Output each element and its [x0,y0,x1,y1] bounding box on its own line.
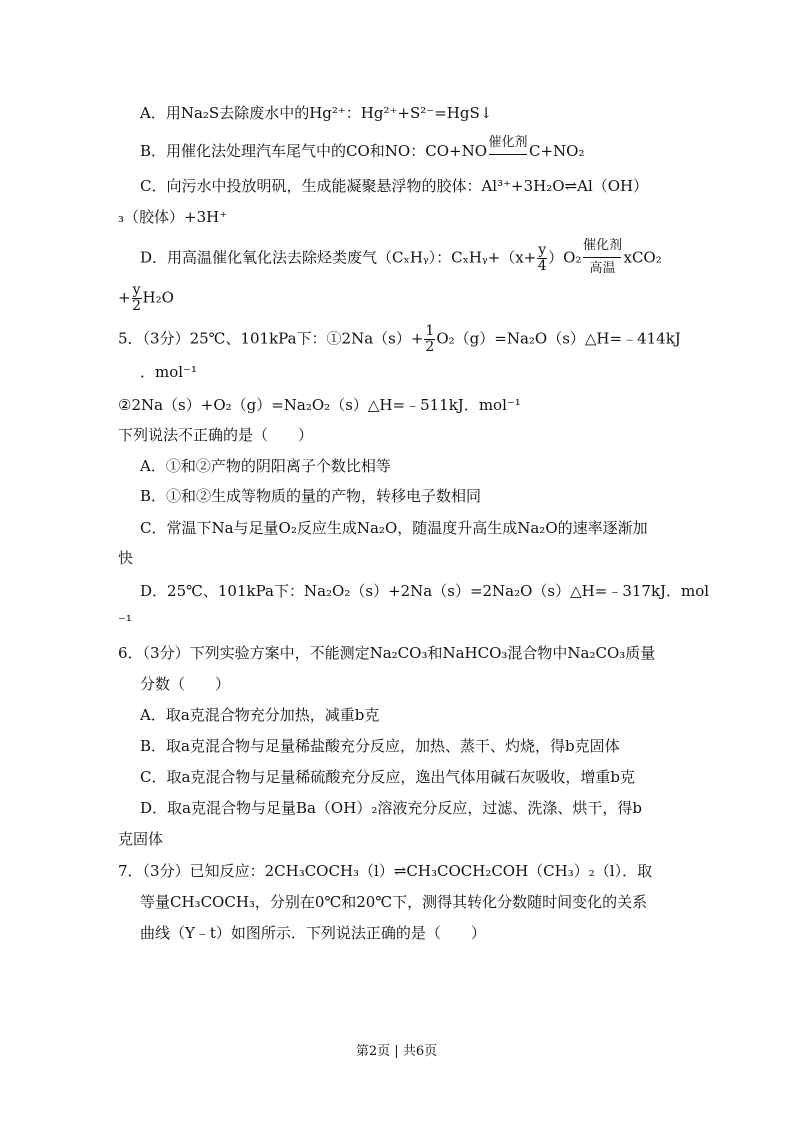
option-5a: A．①和②产物的阴阳离子个数比相等 [140,457,391,475]
option-5b: B．①和②生成等物质的量的产物，转移电子数相同 [140,487,482,505]
option-5c-cont: 快 [118,549,134,567]
fraction-y-4: $\frac{y}{4}$ [537,242,547,274]
option-6b: B．取a克混合物与足量稀盐酸充分反应，加热、蒸干、灼烧，得b克固体 [140,737,620,755]
question-5-stem: 下列说法不正确的是（ ） [118,426,314,444]
question-5-unit: ．mol⁻¹ [140,363,197,381]
catalyst-heat-arrow: 催化剂 高温 [582,238,622,276]
option-4c-cont: ₃（胶体）+3H⁺ [118,208,228,226]
option-5c: C．常温下Na与足量O₂反应生成Na₂O，随温度升高生成Na₂O的速率逐渐加 [140,519,648,537]
fraction-y-2: $\frac{y}{2}$ [132,282,141,314]
option-6c: C．取a克混合物与足量稀硫酸充分反应，逸出气体用碱石灰吸收，增重b克 [140,768,636,786]
fraction-1-2: $\frac{1}{2}$ [425,323,435,355]
option-5d: D．25℃、101kPa下：Na₂O₂（s）+2Na（s）=2Na₂O（s）△H=﹣317kJ．mol [140,582,710,600]
option-4d-cont: + $\frac{y}{2}$ H₂O [118,282,174,314]
question-6: 6．（3分）下列实验方案中，不能测定Na₂CO₃和NaHCO₃混合物中Na₂CO₃质量 [118,644,656,662]
option-4a: A．用Na₂S去除废水中的Hg²⁺：Hg²⁺+S²⁻=HgS↓ [140,104,493,122]
question-7-cont1: 等量CH₃COCH₃，分别在0℃和20℃下，测得其转化分数随时间变化的关系 [140,893,648,911]
option-6a: A．取a克混合物充分加热，减重b克 [140,706,380,724]
question-5: 5．（3分）25℃、101kPa下：①2Na（s）+ $\frac{1}{2}$ O₂（g）=Na₂O（s）△H=﹣414kJ [118,323,681,355]
catalyst-arrow: 催化剂 [487,140,529,162]
option-4b: B．用催化法处理汽车尾气中的CO和NO：CO+NO 催化剂 C+NO₂ [140,135,585,160]
question-7: 7．（3分）已知反应：2CH₃COCH₃（l）⇌CH₃COCH₂COH（CH₃）₂（l）．取 [118,862,653,880]
question-5-eq2: ②2Na（s）+O₂（g）=Na₂O₂（s）△H=﹣511kJ．mol⁻¹ [118,396,521,414]
page-footer: 第2页 | 共6页 [355,1044,438,1059]
question-7-cont2: 曲线（Y﹣t）如图所示．下列说法正确的是（ ） [140,924,486,942]
option-5d-cont: ⁻¹ [118,612,132,630]
option-4d: D．用高温催化氧化法去除烃类废气（CₓHᵧ）：CₓHᵧ+（x+ $\frac{y}{4}$ ）O₂ 催化剂 高温 xCO₂ [140,238,662,276]
option-4c: C．向污水中投放明矾，生成能凝聚悬浮物的胶体：Al³⁺+3H₂O⇌Al（OH） [140,177,649,195]
question-6-cont: 分数（ ） [140,675,231,693]
option-6d: D．取a克混合物与足量Ba（OH）₂溶液充分反应，过滤、洗涤、烘干，得b [140,799,642,817]
option-6d-cont: 克固体 [118,830,164,848]
